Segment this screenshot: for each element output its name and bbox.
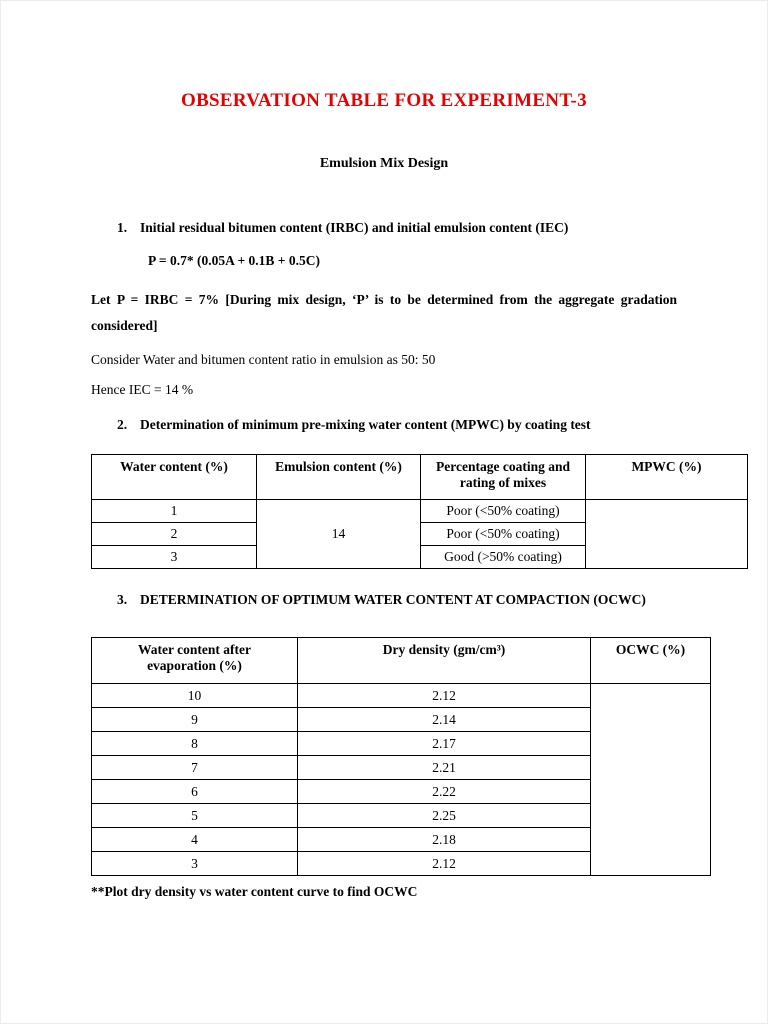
document-body [0, 219, 768, 900]
plot-note: **Plot dry density vs water content curve to find OCWC [91, 884, 418, 900]
water-content-cell: 6 [92, 780, 298, 804]
coating-rating-cell: Poor (<50% coating) [421, 522, 586, 545]
coating-rating-cell: Poor (<50% coating) [421, 499, 586, 522]
dry-density-cell: 2.21 [298, 756, 591, 780]
mpwc-value-cell [586, 499, 748, 568]
section-1-number: 1. [117, 220, 128, 235]
paragraph-consider-ratio: Consider Water and bitumen content ratio in emulsion as 50: 50 [91, 351, 436, 367]
table-header-row [92, 454, 748, 499]
emulsion-content-cell: 14 [257, 499, 421, 568]
water-content-cell: 2 [92, 522, 257, 545]
section-2-number: 2. [117, 416, 128, 432]
dry-density-cell: 2.17 [298, 732, 591, 756]
table-header-row [92, 638, 711, 684]
document-title: OBSERVATION TABLE FOR EXPERIMENT-3 [181, 90, 587, 111]
ocwc-value-cell [591, 684, 711, 876]
dry-density-cell: 2.25 [298, 804, 591, 828]
water-content-cell: 8 [92, 732, 298, 756]
dry-density-cell: 2.22 [298, 780, 591, 804]
coating-rating-cell: Good (>50% coating) [421, 545, 586, 568]
section-3-number: 3. [117, 591, 128, 607]
section-2-title: Determination of minimum pre-mixing water content (MPWC) by coating test [140, 416, 591, 432]
column-header-water-content: Water content (%) [92, 454, 257, 499]
dry-density-cell: 2.12 [298, 852, 591, 876]
water-content-cell: 5 [92, 804, 298, 828]
column-header-water-after-evaporation: Water content after evaporation (%) [92, 638, 298, 684]
water-content-cell: 10 [92, 684, 298, 708]
mpwc-coating-table [91, 454, 748, 569]
dry-density-cell: 2.18 [298, 828, 591, 852]
section-1-title: Initial residual bitumen content (IRBC) and initial emulsion content (IEC) [140, 220, 569, 235]
water-content-cell: 4 [92, 828, 298, 852]
table-row [92, 684, 711, 708]
water-content-cell: 3 [92, 852, 298, 876]
column-header-ocwc: OCWC (%) [591, 638, 711, 684]
irbc-formula: P = 0.7* (0.05A + 0.1B + 0.5C) [148, 252, 320, 268]
section-3-title: DETERMINATION OF OPTIMUM WATER CONTENT AT COMPACTION (OCWC) [140, 591, 646, 607]
document-subtitle: Emulsion Mix Design [319, 156, 449, 171]
column-header-dry-density: Dry density (gm/cm³) [298, 638, 591, 684]
column-header-coating-rating: Percentage coating and rating of mixes [421, 454, 586, 499]
dry-density-cell: 2.12 [298, 684, 591, 708]
water-content-cell: 3 [92, 545, 257, 568]
column-header-mpwc: MPWC (%) [586, 454, 748, 499]
dry-density-cell: 2.14 [298, 708, 591, 732]
section-1-heading [91, 219, 748, 237]
table-row [92, 499, 748, 522]
paragraph-let-p: Let P = IRBC = 7% [During mix design, ‘P’ is to be determined from the aggregate gradation considered] [91, 291, 677, 333]
paragraph-hence-iec: Hence IEC = 14 % [91, 381, 194, 397]
water-content-cell: 7 [92, 756, 298, 780]
water-content-cell: 9 [92, 708, 298, 732]
section-2-heading [91, 416, 748, 434]
water-content-cell: 1 [92, 499, 257, 522]
section-3-heading [91, 591, 748, 609]
ocwc-density-table [91, 637, 711, 876]
column-header-emulsion-content: Emulsion content (%) [257, 454, 421, 499]
